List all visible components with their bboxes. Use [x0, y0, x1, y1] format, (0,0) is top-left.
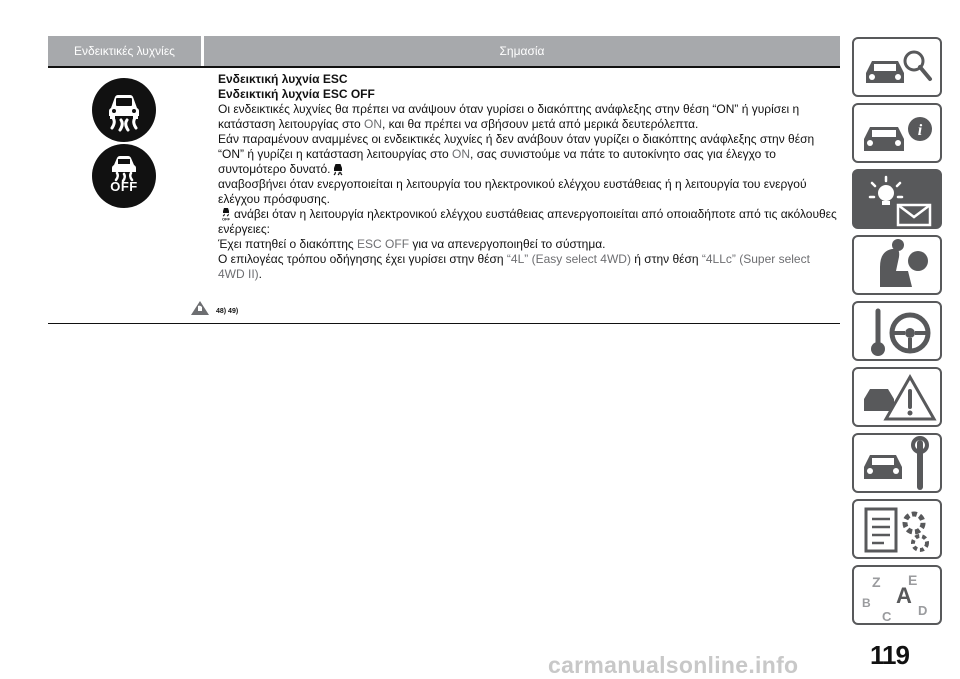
- row-rule: [48, 323, 840, 324]
- warning-refs[interactable]: 48) 49): [216, 307, 239, 315]
- esc-off-inline-icon: [219, 207, 233, 221]
- text-run: Οι ενδεικτικές λυχνίες θα πρέπει να ανάψουν όταν γυρίσει ο διακόπτης ανάφλεξης στην θέση “ON” ή γυρίσει η κατάσταση λειτουργίας στο: [218, 102, 800, 131]
- text-esc-off: ESC OFF: [357, 237, 410, 251]
- car-warning-triangle-icon: [854, 369, 942, 427]
- paragraph-4: [218, 207, 838, 237]
- paragraph-6: [218, 252, 838, 282]
- text-4llc: “4LLc” (Super select 4WD II): [218, 252, 810, 281]
- title-esc-off: Ενδεικτική λυχνία ESC OFF: [218, 87, 375, 101]
- tab-warning-lights[interactable]: [852, 169, 942, 229]
- warning-references: [190, 300, 238, 316]
- warning-light-envelope-icon: [854, 171, 942, 229]
- svg-text:Z: Z: [872, 574, 881, 590]
- table-header: [48, 36, 840, 66]
- svg-text:D: D: [918, 603, 928, 618]
- seat-airbag-icon: [854, 237, 942, 295]
- tab-index[interactable]: [852, 565, 942, 625]
- car-info-icon: [854, 105, 942, 163]
- title-esc: Ενδεικτική λυχνία ESC: [218, 72, 348, 86]
- tab-technical-data[interactable]: [852, 499, 942, 559]
- paragraph-1: [218, 102, 838, 132]
- tab-maintenance[interactable]: [852, 433, 942, 493]
- alphabetical-index-icon: [854, 567, 942, 625]
- svg-text:C: C: [882, 609, 892, 624]
- car-magnifier-icon: [854, 39, 942, 97]
- esc-inline-icon: [331, 162, 345, 176]
- text-run: για να απενεργοποιηθεί το σύστημα.: [409, 237, 606, 251]
- paragraph-2: [218, 132, 838, 177]
- page-number: 119: [870, 640, 909, 670]
- text-run: ή στην θέση: [630, 252, 702, 266]
- text-on: ON: [452, 147, 471, 161]
- tab-car-info[interactable]: [852, 103, 942, 163]
- warning-triangle-icon: [190, 300, 210, 316]
- svg-text:B: B: [862, 596, 871, 610]
- text-4l: “4L” (Easy select 4WD): [506, 252, 631, 266]
- text-run: .: [258, 267, 263, 281]
- text-run: Ο επιλογέας τρόπου οδήγησης έχει γυρίσει στην θέση: [218, 252, 507, 266]
- svg-text:A: A: [896, 583, 912, 608]
- svg-text:E: E: [908, 572, 918, 588]
- tab-emergency[interactable]: [852, 367, 942, 427]
- tab-safety[interactable]: [852, 235, 942, 295]
- text-run: Εάν παραμένουν αναμμένες οι ενδεικτικές λυχνίες ή δεν ανάβουν όταν γυρίζει ο διακόπτης ανάφλεξης στην θέση “ON” ή γυρίζει η κατάσταση λειτουργίας στο: [218, 132, 815, 161]
- watermark: carmanualsonline.info: [548, 652, 799, 678]
- key-steering-wheel-icon: [854, 303, 942, 361]
- tab-car-magnifier[interactable]: [852, 37, 942, 97]
- text-run: , σας συνιστούμε να πάτε το αυτοκίνητο σας για έλεγχο το συντομότερο δυνατό.: [218, 147, 776, 176]
- tab-starting-driving[interactable]: [852, 301, 942, 361]
- specifications-gears-icon: [854, 501, 942, 559]
- header-warning-lights: Ενδεικτικές λυχνίες: [48, 36, 201, 66]
- car-wrench-icon: [854, 435, 942, 493]
- paragraph-5: [218, 237, 838, 252]
- text-run: ανάβει όταν η λειτουργία ηλεκτρονικού ελέγχου ευστάθειας απενεργοποιείται από οποιαδήποτε από τις ακόλουθες ενέργειες:: [218, 207, 837, 236]
- esc-lamp-icon: [92, 78, 156, 142]
- header-rule: [48, 66, 840, 68]
- text-on: ON: [363, 117, 382, 131]
- header-meaning: Σημασία: [204, 36, 840, 66]
- svg-text:i: i: [917, 122, 923, 139]
- svg-text:OFF: OFF: [222, 216, 230, 221]
- esc-off-lamp-icon: [92, 144, 156, 208]
- lamp-off-label: OFF: [110, 179, 138, 194]
- text-run: Έχει πατηθεί ο διακόπτης: [218, 237, 358, 251]
- paragraph-3: αναβοσβήνει όταν ενεργοποιείται η λειτουργία του ηλεκτρονικού ελέγχου ευστάθειας ή η λειτουργία του ενεργού ελέγχου πρόσφυσης.: [218, 177, 807, 206]
- text-run: , και θα πρέπει να σβήσουν μετά από μερικά δευτερόλεπτα.: [381, 117, 699, 131]
- description: [218, 72, 838, 282]
